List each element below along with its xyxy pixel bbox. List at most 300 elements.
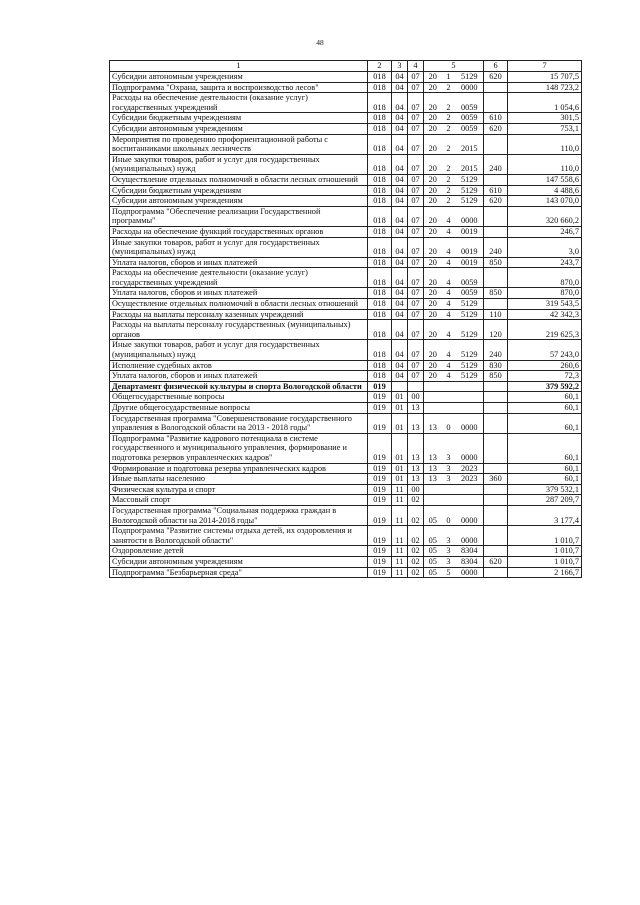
row-name: Уплата налогов, сборов и иных платежей <box>110 371 368 382</box>
cell-program-code: 20 <box>424 113 442 124</box>
cell-ministry-code: 018 <box>368 226 392 237</box>
cell-program-code: 05 <box>424 526 442 546</box>
table-row <box>110 320 582 340</box>
row-name: Подпрограмма "Охрана, защита и воспроизводство лесов" <box>110 82 368 93</box>
row-name: Субсидии автономным учреждениям <box>110 556 368 567</box>
cell-program-code: 20 <box>424 123 442 134</box>
row-name: Формирование и подготовка резерва управленческих кадров <box>110 463 368 474</box>
header-cell-name: 1 <box>110 61 368 72</box>
row-name: Расходы на обеспечение деятельности (оказание услуг) государственных учреждений <box>110 268 368 288</box>
cell-amount: 1 010,7 <box>508 526 582 546</box>
row-name: Иные закупки товаров, работ и услуг для государственных (муниципальных) нужд <box>110 154 368 174</box>
cell-expense-type-code <box>484 226 508 237</box>
cell-section-code: 04 <box>392 340 408 360</box>
cell-subsection-code: 07 <box>408 340 424 360</box>
cell-section-code <box>392 381 408 392</box>
table-row <box>110 340 582 360</box>
cell-section-code: 01 <box>392 433 408 463</box>
table-body <box>110 72 582 578</box>
table-row <box>110 463 582 474</box>
cell-expense-type-code: 850 <box>484 257 508 268</box>
cell-subsection-code: 02 <box>408 567 424 578</box>
cell-ministry-code: 019 <box>368 567 392 578</box>
cell-ministry-code: 019 <box>368 433 392 463</box>
header-cell-expense-type: 6 <box>484 61 508 72</box>
cell-expense-type-code <box>484 268 508 288</box>
cell-amount: 60,1 <box>508 463 582 474</box>
table-row <box>110 174 582 185</box>
cell-subprogram-code <box>442 381 456 392</box>
cell-ministry-code: 019 <box>368 463 392 474</box>
cell-amount: 870,0 <box>508 288 582 299</box>
cell-section-code: 04 <box>392 134 408 154</box>
table-row <box>110 93 582 113</box>
cell-article-code: 5129 <box>456 371 484 382</box>
row-name: Расходы на выплаты персоналу казенных учреждений <box>110 309 368 320</box>
cell-subprogram-code: 4 <box>442 257 456 268</box>
cell-expense-type-code <box>484 526 508 546</box>
table-row <box>110 360 582 371</box>
cell-section-code: 04 <box>392 72 408 83</box>
cell-expense-type-code: 620 <box>484 556 508 567</box>
table-row <box>110 381 582 392</box>
cell-amount: 219 625,3 <box>508 320 582 340</box>
cell-ministry-code: 018 <box>368 93 392 113</box>
cell-expense-type-code <box>484 392 508 403</box>
table-row <box>110 433 582 463</box>
cell-ministry-code: 018 <box>368 320 392 340</box>
cell-subsection-code: 07 <box>408 206 424 226</box>
cell-expense-type-code: 830 <box>484 360 508 371</box>
row-name: Осуществление отдельных полномочий в области лесных отношений <box>110 174 368 185</box>
cell-ministry-code: 019 <box>368 413 392 433</box>
row-name: Уплата налогов, сборов и иных платежей <box>110 288 368 299</box>
cell-section-code: 11 <box>392 484 408 495</box>
table-row <box>110 403 582 414</box>
cell-ministry-code: 018 <box>368 113 392 124</box>
cell-amount: 320 660,2 <box>508 206 582 226</box>
cell-subsection-code: 07 <box>408 268 424 288</box>
cell-ministry-code: 019 <box>368 484 392 495</box>
cell-subsection-code: 07 <box>408 134 424 154</box>
row-name: Исполнение судебных актов <box>110 360 368 371</box>
table-row <box>110 268 582 288</box>
row-name: Общегосударственные вопросы <box>110 392 368 403</box>
table-row <box>110 474 582 485</box>
table-row <box>110 82 582 93</box>
cell-article-code: 0059 <box>456 123 484 134</box>
cell-expense-type-code: 620 <box>484 123 508 134</box>
cell-subsection-code: 07 <box>408 196 424 207</box>
cell-amount: 60,1 <box>508 413 582 433</box>
cell-article-code <box>456 381 484 392</box>
cell-subsection-code: 07 <box>408 309 424 320</box>
cell-expense-type-code <box>484 134 508 154</box>
cell-ministry-code: 019 <box>368 505 392 525</box>
cell-subprogram-code: 2 <box>442 113 456 124</box>
cell-program-code <box>424 381 442 392</box>
cell-article-code: 5129 <box>456 299 484 310</box>
row-name: Оздоровление детей <box>110 546 368 557</box>
cell-subsection-code: 07 <box>408 299 424 310</box>
cell-subprogram-code: 0 <box>442 505 456 525</box>
cell-subsection-code: 07 <box>408 72 424 83</box>
row-name: Субсидии автономным учреждениям <box>110 123 368 134</box>
cell-article-code: 5129 <box>456 309 484 320</box>
cell-subsection-code: 07 <box>408 257 424 268</box>
cell-section-code: 04 <box>392 237 408 257</box>
cell-subprogram-code <box>442 403 456 414</box>
cell-program-code: 20 <box>424 154 442 174</box>
cell-section-code: 04 <box>392 360 408 371</box>
header-cell-target-article: 5 <box>424 61 484 72</box>
cell-amount: 42 342,3 <box>508 309 582 320</box>
page-number: 48 <box>316 38 324 47</box>
cell-subprogram-code: 4 <box>442 299 456 310</box>
cell-expense-type-code <box>484 463 508 474</box>
cell-ministry-code: 018 <box>368 309 392 320</box>
cell-section-code: 04 <box>392 93 408 113</box>
cell-section-code: 04 <box>392 154 408 174</box>
cell-subprogram-code <box>442 495 456 506</box>
cell-ministry-code: 018 <box>368 82 392 93</box>
row-name: Субсидии автономным учреждениям <box>110 196 368 207</box>
cell-amount: 319 543,5 <box>508 299 582 310</box>
cell-subprogram-code: 2 <box>442 154 456 174</box>
cell-subsection-code: 13 <box>408 474 424 485</box>
row-name: Субсидии автономным учреждениям <box>110 72 368 83</box>
cell-section-code: 04 <box>392 174 408 185</box>
cell-article-code: 8304 <box>456 546 484 557</box>
budget-table <box>109 60 582 578</box>
cell-subsection-code: 02 <box>408 505 424 525</box>
cell-expense-type-code <box>484 403 508 414</box>
cell-subprogram-code <box>442 392 456 403</box>
cell-amount: 2 166,7 <box>508 567 582 578</box>
cell-ministry-code: 019 <box>368 381 392 392</box>
cell-article-code: 8304 <box>456 556 484 567</box>
row-name: Государственная программа "Социальная поддержка граждан в Вологодской области на 2014-2018 годы" <box>110 505 368 525</box>
cell-article-code: 0059 <box>456 93 484 113</box>
table-row <box>110 546 582 557</box>
cell-program-code: 05 <box>424 546 442 557</box>
cell-article-code: 0059 <box>456 113 484 124</box>
table-row <box>110 154 582 174</box>
cell-article-code: 5129 <box>456 360 484 371</box>
cell-program-code: 20 <box>424 299 442 310</box>
cell-amount: 60,1 <box>508 403 582 414</box>
cell-article-code: 0000 <box>456 82 484 93</box>
cell-expense-type-code: 110 <box>484 309 508 320</box>
cell-program-code: 20 <box>424 309 442 320</box>
cell-section-code: 04 <box>392 113 408 124</box>
row-name: Иные выплаты населению <box>110 474 368 485</box>
cell-subprogram-code: 3 <box>442 526 456 546</box>
cell-subprogram-code: 4 <box>442 206 456 226</box>
cell-subprogram-code: 2 <box>442 174 456 185</box>
cell-subsection-code: 02 <box>408 526 424 546</box>
table-row <box>110 196 582 207</box>
cell-subsection-code: 00 <box>408 392 424 403</box>
table-row <box>110 72 582 83</box>
cell-subsection-code: 13 <box>408 413 424 433</box>
cell-amount: 287 209,7 <box>508 495 582 506</box>
cell-article-code: 5129 <box>456 196 484 207</box>
cell-article-code <box>456 495 484 506</box>
cell-ministry-code: 018 <box>368 268 392 288</box>
cell-ministry-code: 018 <box>368 340 392 360</box>
cell-expense-type-code: 850 <box>484 288 508 299</box>
cell-subprogram-code: 3 <box>442 556 456 567</box>
cell-ministry-code: 019 <box>368 526 392 546</box>
row-name: Массовый спорт <box>110 495 368 506</box>
cell-section-code: 01 <box>392 413 408 433</box>
row-name: Государственная программа "Совершенствование государственного управления в Вологодской области на 2013 - 2018 годы" <box>110 413 368 433</box>
cell-amount: 148 723,2 <box>508 82 582 93</box>
cell-ministry-code: 018 <box>368 299 392 310</box>
row-name: Расходы на выплаты персоналу государственных (муниципальных) органов <box>110 320 368 340</box>
cell-section-code: 11 <box>392 546 408 557</box>
cell-ministry-code: 018 <box>368 154 392 174</box>
table-row <box>110 556 582 567</box>
cell-amount: 301,5 <box>508 113 582 124</box>
cell-article-code: 5129 <box>456 72 484 83</box>
table-row <box>110 526 582 546</box>
cell-ministry-code: 018 <box>368 174 392 185</box>
cell-ministry-code: 018 <box>368 185 392 196</box>
cell-article-code: 0019 <box>456 257 484 268</box>
cell-subsection-code: 13 <box>408 463 424 474</box>
cell-subsection-code: 02 <box>408 546 424 557</box>
table-row <box>110 206 582 226</box>
header-cell-ministry: 2 <box>368 61 392 72</box>
cell-article-code: 0000 <box>456 433 484 463</box>
cell-subprogram-code: 2 <box>442 93 456 113</box>
cell-subsection-code: 07 <box>408 320 424 340</box>
cell-section-code: 01 <box>392 474 408 485</box>
row-name: Другие общегосударственные вопросы <box>110 403 368 414</box>
row-name: Подпрограмма "Безбарьерная среда" <box>110 567 368 578</box>
table-row <box>110 309 582 320</box>
cell-subprogram-code: 4 <box>442 309 456 320</box>
table-row <box>110 288 582 299</box>
cell-subsection-code: 07 <box>408 113 424 124</box>
cell-expense-type-code <box>484 484 508 495</box>
cell-subsection-code: 13 <box>408 403 424 414</box>
cell-section-code: 04 <box>392 257 408 268</box>
header-cell-amount: 7 <box>508 61 582 72</box>
cell-section-code: 11 <box>392 505 408 525</box>
header-cell-subsection: 4 <box>408 61 424 72</box>
cell-ministry-code: 019 <box>368 546 392 557</box>
cell-expense-type-code: 240 <box>484 237 508 257</box>
row-name: Подпрограмма "Развитие системы отдыха детей, их оздоровления и занятости в Вологодской области" <box>110 526 368 546</box>
cell-section-code: 04 <box>392 309 408 320</box>
cell-subprogram-code: 3 <box>442 546 456 557</box>
cell-subsection-code: 02 <box>408 495 424 506</box>
cell-program-code: 20 <box>424 82 442 93</box>
cell-subprogram-code: 4 <box>442 268 456 288</box>
cell-program-code <box>424 495 442 506</box>
cell-expense-type-code <box>484 82 508 93</box>
cell-section-code: 11 <box>392 556 408 567</box>
cell-program-code: 13 <box>424 474 442 485</box>
cell-section-code: 11 <box>392 495 408 506</box>
row-name: Мероприятия по проведению профориентационной работы с воспитанниками школьных лесничеств <box>110 134 368 154</box>
cell-subsection-code: 07 <box>408 174 424 185</box>
row-name: Физическая культура и спорт <box>110 484 368 495</box>
cell-program-code: 20 <box>424 174 442 185</box>
cell-ministry-code: 019 <box>368 403 392 414</box>
cell-subsection-code: 07 <box>408 185 424 196</box>
cell-amount: 379 592,2 <box>508 381 582 392</box>
cell-expense-type-code: 610 <box>484 113 508 124</box>
cell-expense-type-code: 620 <box>484 72 508 83</box>
cell-subprogram-code: 4 <box>442 320 456 340</box>
cell-amount: 3 177,4 <box>508 505 582 525</box>
cell-expense-type-code <box>484 495 508 506</box>
table-row <box>110 257 582 268</box>
cell-program-code: 20 <box>424 226 442 237</box>
cell-section-code: 04 <box>392 268 408 288</box>
cell-expense-type-code <box>484 505 508 525</box>
row-name: Иные закупки товаров, работ и услуг для государственных (муниципальных) нужд <box>110 237 368 257</box>
cell-subprogram-code: 3 <box>442 474 456 485</box>
cell-subsection-code: 07 <box>408 237 424 257</box>
cell-article-code <box>456 484 484 495</box>
row-name: Иные закупки товаров, работ и услуг для государственных (муниципальных) нужд <box>110 340 368 360</box>
cell-article-code: 5129 <box>456 185 484 196</box>
cell-expense-type-code <box>484 174 508 185</box>
cell-subsection-code: 07 <box>408 123 424 134</box>
cell-subsection-code: 13 <box>408 433 424 463</box>
cell-section-code: 11 <box>392 567 408 578</box>
cell-subprogram-code: 2 <box>442 123 456 134</box>
cell-program-code: 13 <box>424 433 442 463</box>
cell-subsection-code: 07 <box>408 82 424 93</box>
cell-program-code: 20 <box>424 237 442 257</box>
cell-ministry-code: 019 <box>368 556 392 567</box>
cell-article-code: 2023 <box>456 474 484 485</box>
cell-article-code: 0000 <box>456 206 484 226</box>
cell-ministry-code: 019 <box>368 495 392 506</box>
cell-amount: 1 010,7 <box>508 546 582 557</box>
cell-ministry-code: 018 <box>368 257 392 268</box>
cell-program-code: 20 <box>424 360 442 371</box>
cell-section-code: 04 <box>392 185 408 196</box>
cell-subprogram-code: 2 <box>442 82 456 93</box>
cell-amount: 110,0 <box>508 154 582 174</box>
cell-subprogram-code: 4 <box>442 288 456 299</box>
cell-subprogram-code: 4 <box>442 360 456 371</box>
cell-subprogram-code: 2 <box>442 185 456 196</box>
cell-article-code: 5129 <box>456 320 484 340</box>
cell-article-code: 0019 <box>456 226 484 237</box>
cell-subsection-code: 07 <box>408 371 424 382</box>
row-name: Расходы на обеспечение функций государственных органов <box>110 226 368 237</box>
cell-article-code: 5129 <box>456 174 484 185</box>
table-row <box>110 226 582 237</box>
cell-article-code: 2015 <box>456 154 484 174</box>
cell-ministry-code: 018 <box>368 237 392 257</box>
cell-section-code: 01 <box>392 403 408 414</box>
cell-amount: 57 243,0 <box>508 340 582 360</box>
cell-amount: 260,6 <box>508 360 582 371</box>
cell-program-code: 20 <box>424 206 442 226</box>
cell-program-code: 20 <box>424 268 442 288</box>
cell-ministry-code: 018 <box>368 360 392 371</box>
cell-section-code: 04 <box>392 320 408 340</box>
cell-article-code: 0000 <box>456 505 484 525</box>
cell-program-code: 20 <box>424 371 442 382</box>
cell-section-code: 11 <box>392 526 408 546</box>
cell-section-code: 04 <box>392 371 408 382</box>
table-row <box>110 567 582 578</box>
cell-program-code <box>424 403 442 414</box>
cell-article-code: 2015 <box>456 134 484 154</box>
cell-amount: 72,3 <box>508 371 582 382</box>
cell-subprogram-code: 4 <box>442 226 456 237</box>
cell-section-code: 04 <box>392 123 408 134</box>
table-row <box>110 185 582 196</box>
row-name: Субсидии бюджетным учреждениям <box>110 113 368 124</box>
cell-article-code: 0000 <box>456 526 484 546</box>
cell-ministry-code: 018 <box>368 371 392 382</box>
cell-ministry-code: 018 <box>368 123 392 134</box>
cell-program-code: 20 <box>424 134 442 154</box>
cell-amount: 3,0 <box>508 237 582 257</box>
cell-amount: 1 054,6 <box>508 93 582 113</box>
cell-amount: 15 707,5 <box>508 72 582 83</box>
cell-section-code: 04 <box>392 82 408 93</box>
cell-subprogram-code: 0 <box>442 413 456 433</box>
cell-ministry-code: 018 <box>368 196 392 207</box>
cell-expense-type-code <box>484 433 508 463</box>
cell-subprogram-code: 2 <box>442 134 456 154</box>
cell-subprogram-code: 2 <box>442 196 456 207</box>
cell-program-code <box>424 484 442 495</box>
table-row <box>110 505 582 525</box>
cell-program-code: 05 <box>424 505 442 525</box>
cell-subsection-code <box>408 381 424 392</box>
cell-amount: 143 070,0 <box>508 196 582 207</box>
table-row <box>110 134 582 154</box>
cell-subsection-code: 07 <box>408 154 424 174</box>
cell-expense-type-code: 240 <box>484 154 508 174</box>
cell-section-code: 04 <box>392 226 408 237</box>
table-row <box>110 299 582 310</box>
cell-expense-type-code <box>484 206 508 226</box>
cell-ministry-code: 018 <box>368 206 392 226</box>
cell-subsection-code: 07 <box>408 93 424 113</box>
cell-amount: 379 532,1 <box>508 484 582 495</box>
cell-amount: 110,0 <box>508 134 582 154</box>
cell-program-code: 20 <box>424 257 442 268</box>
cell-ministry-code: 019 <box>368 392 392 403</box>
table-row <box>110 237 582 257</box>
cell-program-code: 20 <box>424 320 442 340</box>
cell-program-code: 20 <box>424 93 442 113</box>
cell-program-code: 05 <box>424 556 442 567</box>
cell-subprogram-code <box>442 484 456 495</box>
cell-expense-type-code: 360 <box>484 474 508 485</box>
cell-amount: 60,1 <box>508 474 582 485</box>
row-name: Уплата налогов, сборов и иных платежей <box>110 257 368 268</box>
cell-ministry-code: 019 <box>368 474 392 485</box>
cell-amount: 60,1 <box>508 433 582 463</box>
cell-section-code: 04 <box>392 299 408 310</box>
cell-expense-type-code: 620 <box>484 196 508 207</box>
